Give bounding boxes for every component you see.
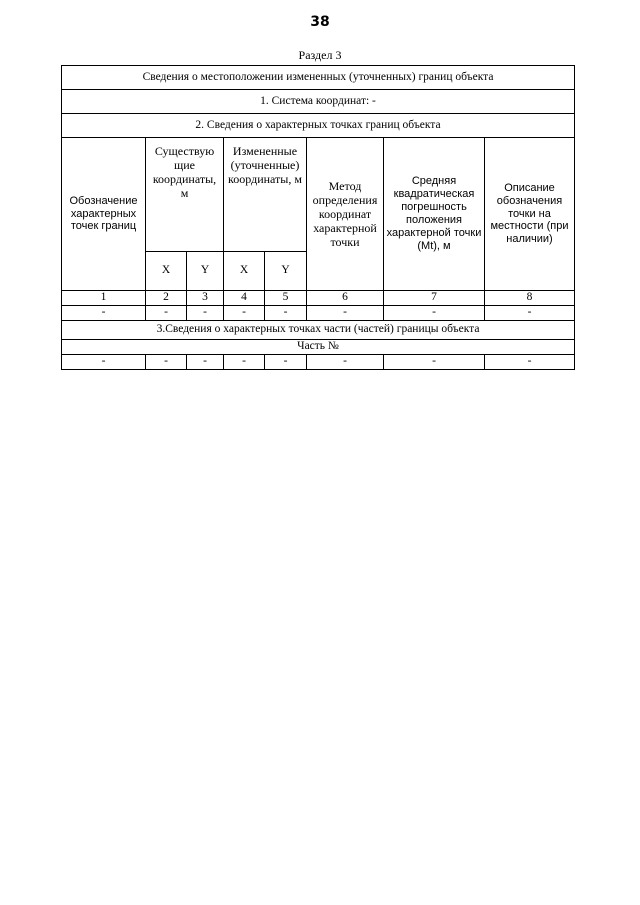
- points-heading: 2. Сведения о характерных точках границ объекта: [62, 114, 575, 138]
- column-number: 2: [146, 291, 187, 306]
- col-description-header: Описание обозначения точки на местности (при наличии): [485, 138, 575, 291]
- table-cell: -: [384, 355, 485, 370]
- part-heading: 3.Сведения о характерных точках части (частей) границы объекта: [62, 321, 575, 340]
- col-existing-header: Существую щие координаты, м: [146, 138, 224, 252]
- table-cell: -: [224, 355, 265, 370]
- section-label: Раздел 3: [298, 48, 342, 62]
- col-y-existing: Y: [187, 252, 224, 291]
- col-changed-header: Измененные (уточненные) координаты, м: [224, 138, 307, 252]
- col-error-header: Средняя квадратическая погрешность положения характерной точки (Mt), м: [384, 138, 485, 291]
- column-number: 7: [384, 291, 485, 306]
- coordinate-system: 1. Система координат: -: [62, 90, 575, 114]
- table-cell: -: [146, 355, 187, 370]
- col-y-changed: Y: [265, 252, 307, 291]
- table-title: Сведения о местоположении измененных (уточненных) границ объекта: [62, 66, 575, 90]
- table-cell: -: [485, 306, 575, 321]
- table-cell: -: [307, 306, 384, 321]
- table-cell: -: [187, 355, 224, 370]
- column-number-row: [62, 291, 575, 306]
- table-cell: -: [307, 355, 384, 370]
- col-designation-header: Обозначение характерных точек границ: [62, 138, 146, 291]
- column-number: 5: [265, 291, 307, 306]
- boundary-table: [61, 65, 575, 370]
- table-cell: -: [384, 306, 485, 321]
- table-cell: -: [62, 306, 146, 321]
- table-row: [62, 306, 575, 321]
- column-number: 6: [307, 291, 384, 306]
- col-x-existing: X: [146, 252, 187, 291]
- table-cell: -: [62, 355, 146, 370]
- col-x-changed: X: [224, 252, 265, 291]
- page-number: 38: [310, 14, 330, 30]
- column-number: 3: [187, 291, 224, 306]
- part-label: Часть №: [62, 340, 575, 355]
- table-cell: -: [265, 355, 307, 370]
- column-number: 4: [224, 291, 265, 306]
- table-cell: -: [146, 306, 187, 321]
- table-cell: -: [187, 306, 224, 321]
- table-cell: -: [265, 306, 307, 321]
- table-cell: -: [224, 306, 265, 321]
- table-cell: -: [485, 355, 575, 370]
- table-row: [62, 355, 575, 370]
- column-number: 8: [485, 291, 575, 306]
- column-number: 1: [62, 291, 146, 306]
- col-method-header: Метод определения координат характерной точки: [307, 138, 384, 291]
